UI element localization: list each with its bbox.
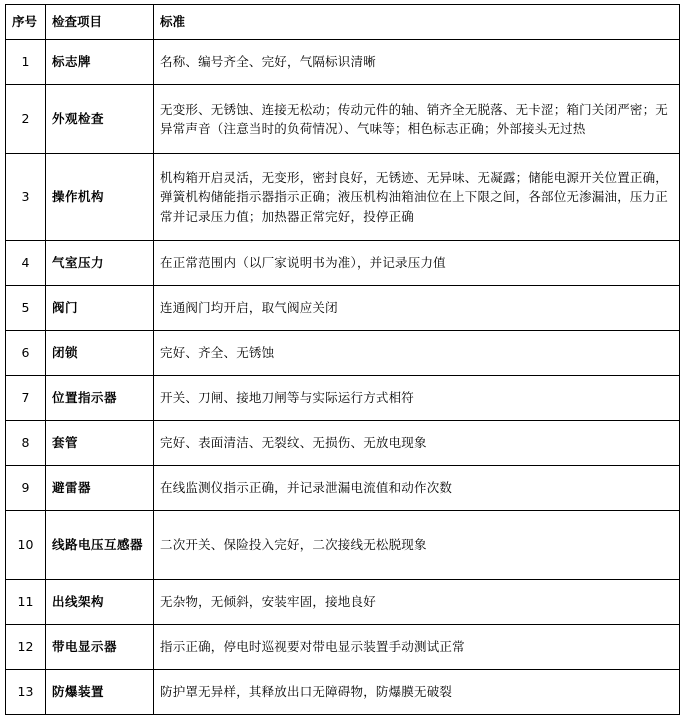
table-row bbox=[6, 421, 680, 466]
cell-item: 闭锁 bbox=[46, 331, 154, 376]
table-row bbox=[6, 466, 680, 511]
cell-standard: 二次开关、保险投入完好，二次接线无松脱现象 bbox=[154, 511, 680, 580]
cell-standard: 连通阀门均开启，取气阀应关闭 bbox=[154, 286, 680, 331]
cell-standard: 在正常范围内（以厂家说明书为准），并记录压力值 bbox=[154, 241, 680, 286]
cell-no: 13 bbox=[6, 670, 46, 715]
cell-standard: 防护罩无异样，其释放出口无障碍物，防爆膜无破裂 bbox=[154, 670, 680, 715]
cell-item: 出线架构 bbox=[46, 580, 154, 625]
cell-standard: 无杂物，无倾斜，安装牢固，接地良好 bbox=[154, 580, 680, 625]
cell-standard: 指示正确，停电时巡视要对带电显示装置手动测试正常 bbox=[154, 625, 680, 670]
cell-item: 位置指示器 bbox=[46, 376, 154, 421]
table-row bbox=[6, 241, 680, 286]
cell-standard: 完好、齐全、无锈蚀 bbox=[154, 331, 680, 376]
cell-no: 10 bbox=[6, 511, 46, 580]
cell-item: 操作机构 bbox=[46, 154, 154, 241]
cell-standard: 名称、编号齐全、完好，气隔标识清晰 bbox=[154, 40, 680, 85]
cell-no: 8 bbox=[6, 421, 46, 466]
table-header-row bbox=[6, 5, 680, 40]
inspection-table bbox=[5, 4, 680, 715]
cell-no: 6 bbox=[6, 331, 46, 376]
table-row bbox=[6, 85, 680, 154]
table-row bbox=[6, 154, 680, 241]
table-row bbox=[6, 511, 680, 580]
cell-no: 2 bbox=[6, 85, 46, 154]
cell-no: 5 bbox=[6, 286, 46, 331]
cell-item: 气室压力 bbox=[46, 241, 154, 286]
table-row bbox=[6, 376, 680, 421]
table-row bbox=[6, 670, 680, 715]
cell-standard: 在线监测仪指示正确，并记录泄漏电流值和动作次数 bbox=[154, 466, 680, 511]
cell-no: 1 bbox=[6, 40, 46, 85]
table-row bbox=[6, 625, 680, 670]
cell-no: 12 bbox=[6, 625, 46, 670]
cell-standard: 完好、表面清洁、无裂纹、无损伤、无放电现象 bbox=[154, 421, 680, 466]
cell-item: 套管 bbox=[46, 421, 154, 466]
cell-item: 外观检查 bbox=[46, 85, 154, 154]
table-row bbox=[6, 286, 680, 331]
cell-no: 7 bbox=[6, 376, 46, 421]
cell-item: 防爆装置 bbox=[46, 670, 154, 715]
cell-no: 11 bbox=[6, 580, 46, 625]
cell-no: 9 bbox=[6, 466, 46, 511]
cell-item: 避雷器 bbox=[46, 466, 154, 511]
table-header bbox=[6, 5, 680, 40]
table-body bbox=[6, 40, 680, 715]
cell-standard: 开关、刀闸、接地刀闸等与实际运行方式相符 bbox=[154, 376, 680, 421]
column-header-no: 序号 bbox=[6, 5, 46, 40]
table-row bbox=[6, 580, 680, 625]
cell-no: 4 bbox=[6, 241, 46, 286]
table-row bbox=[6, 331, 680, 376]
table-row bbox=[6, 40, 680, 85]
cell-item: 阀门 bbox=[46, 286, 154, 331]
cell-standard: 无变形、无锈蚀、连接无松动；传动元件的轴、销齐全无脱落、无卡涩；箱门关闭严密；无异常声音（注意当时的负荷情况）、气味等；相色标志正确；外部接头无过热 bbox=[154, 85, 680, 154]
cell-item: 带电显示器 bbox=[46, 625, 154, 670]
cell-item: 线路电压互感器 bbox=[46, 511, 154, 580]
column-header-item: 检查项目 bbox=[46, 5, 154, 40]
cell-no: 3 bbox=[6, 154, 46, 241]
cell-item: 标志牌 bbox=[46, 40, 154, 85]
cell-standard: 机构箱开启灵活，无变形，密封良好，无锈迹、无异味、无凝露；储能电源开关位置正确，弹簧机构储能指示器指示正确；液压机构油箱油位在上下限之间，各部位无渗漏油，压力正常并记录压力值；加热器正常完好，投停正确 bbox=[154, 154, 680, 241]
column-header-standard: 标准 bbox=[154, 5, 680, 40]
